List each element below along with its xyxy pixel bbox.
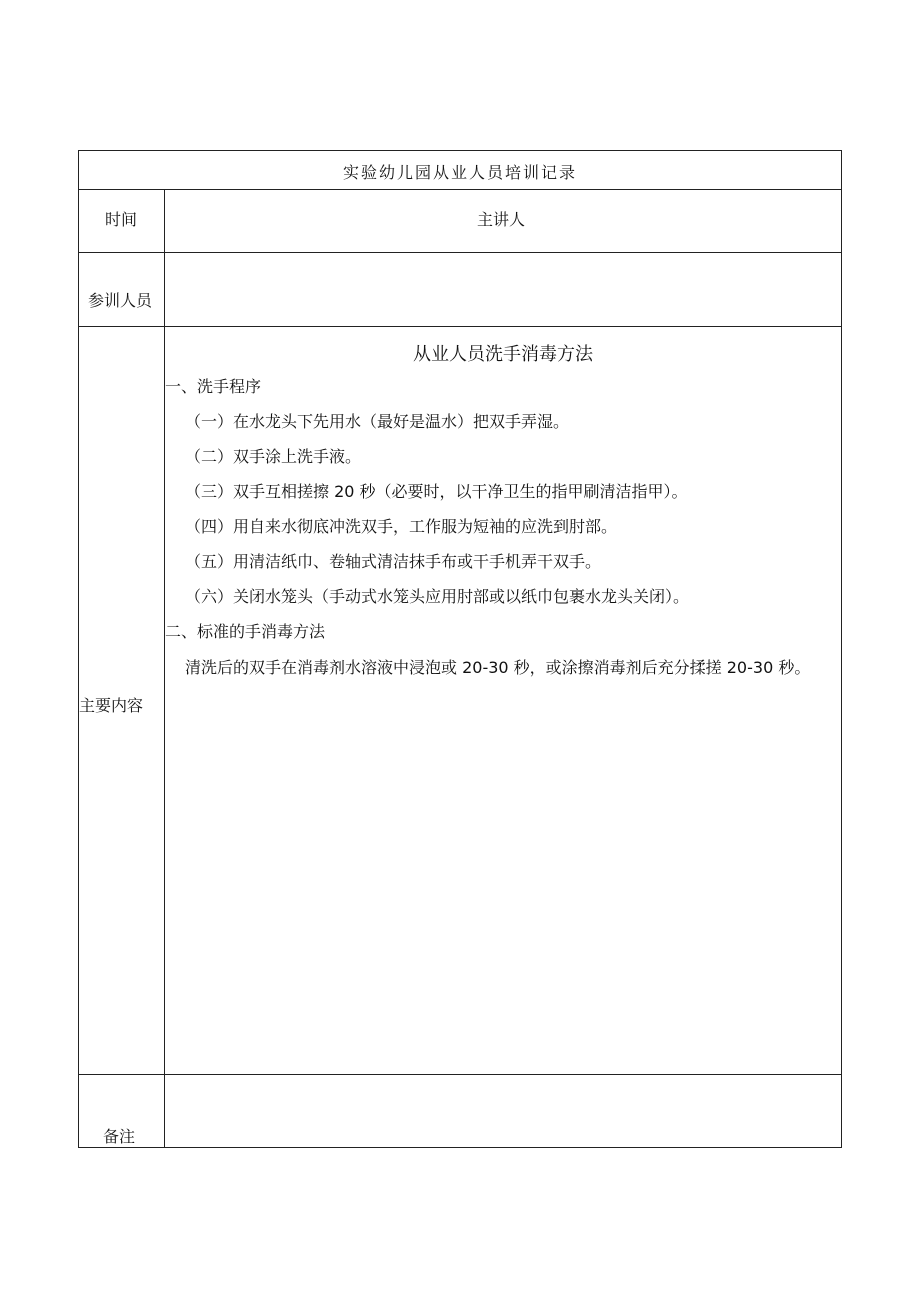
step-item: （五）用清洁纸巾、卷轴式清洁抹手布或干手机弄干双手。 <box>185 552 602 571</box>
participants-row <box>79 253 841 327</box>
remarks-label: 备注 <box>103 1127 136 1146</box>
participants-label: 参训人员 <box>88 291 153 310</box>
main-content-row <box>79 327 841 1075</box>
content-label-cell <box>79 327 165 1074</box>
time-label: 时间 <box>105 210 138 229</box>
step-item: （三）双手互相搓擦 20 秒（必要时，以干净卫生的指甲刷清洁指甲）。 <box>185 482 688 501</box>
section-paragraph: 清洗后的双手在消毒剂水溶液中浸泡或 20-30 秒，或涂擦消毒剂后充分揉搓 20-30 秒。 <box>185 658 811 677</box>
step-item: （六）关闭水笼头（手动式水笼头应用肘部或以纸巾包裹水龙头关闭）。 <box>185 587 690 606</box>
remarks-row <box>79 1075 841 1147</box>
section-title: 一、洗手程序 <box>165 377 262 396</box>
section-title: 二、标准的手消毒方法 <box>165 622 326 641</box>
time-label-cell <box>79 190 165 252</box>
step-item: （一）在水龙头下先用水（最好是温水）把双手弄湿。 <box>185 412 570 431</box>
remarks-label-cell <box>79 1075 165 1147</box>
step-item: （二）双手涂上洗手液。 <box>185 447 362 466</box>
content-label: 主要内容 <box>79 696 144 715</box>
step-item: （四）用自来水彻底冲洗双手，工作服为短袖的应洗到肘部。 <box>185 517 618 536</box>
training-record-form <box>78 150 842 1148</box>
time-speaker-row <box>79 190 841 253</box>
content-body <box>165 327 841 1074</box>
form-title-row <box>79 151 841 190</box>
content-heading: 从业人员洗手消毒方法 <box>413 344 593 365</box>
speaker-label: 主讲人 <box>477 210 526 229</box>
form-title: 实验幼儿园从业人员培训记录 <box>342 163 577 182</box>
participants-label-cell <box>79 253 165 326</box>
